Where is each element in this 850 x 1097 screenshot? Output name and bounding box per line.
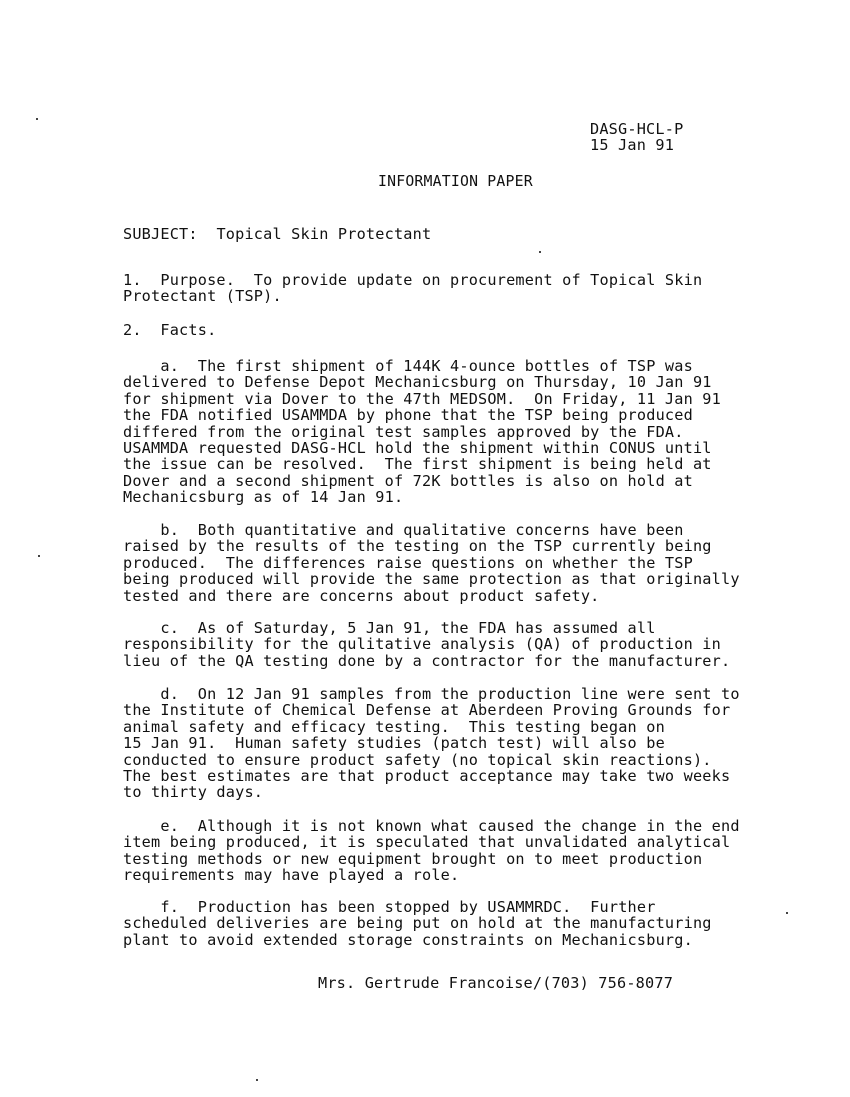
paragraph-line: tested and there are concerns about product safety. [123, 586, 600, 605]
paragraph-line: requirements may have played a role. [123, 866, 460, 885]
header-block [590, 121, 683, 154]
contact-line: Mrs. Gertrude Francoise/(703) 756-8077 [318, 974, 674, 992]
page-title: INFORMATION PAPER [378, 173, 533, 190]
subject-text: Topical Skin Protectant [216, 225, 432, 243]
paragraph-line: the FDA notified USAMMDA by phone that the TSP being produced [123, 406, 693, 425]
paragraph-line: USAMMDA requested DASG-HCL hold the shipment within CONUS until [123, 439, 712, 458]
paragraph-line: lieu of the QA testing done by a contractor for the manufacturer. [123, 651, 731, 670]
paragraph-d [123, 686, 823, 801]
paragraph-line: a. The first shipment of 144K 4-ounce bottles of TSP was [123, 357, 693, 375]
paragraph-line: c. As of Saturday, 5 Jan 91, the FDA has assumed all [123, 619, 656, 637]
paragraph-line: 1. Purpose. To provide update on procurement of Topical Skin [123, 271, 703, 289]
paragraph-line: 15 Jan 91. Human safety studies (patch test) will also be [123, 734, 665, 753]
paragraph-line: 2. Facts. [123, 321, 217, 339]
paragraph-line: d. On 12 Jan 91 samples from the production line were sent to [123, 685, 740, 703]
paragraph-line: produced. The differences raise questions on whether the TSP [123, 553, 693, 572]
paragraph-line: f. Production has been stopped by USAMMRDC. Further [123, 898, 656, 916]
subject-line [123, 226, 431, 242]
scan-speck [786, 912, 788, 914]
paragraph-line: differed from the original test samples approved by the FDA. [123, 422, 684, 441]
office-symbol: DASG-HCL-P [590, 120, 684, 138]
paragraph-line: Dover and a second shipment of 72K bottles is also on hold at [123, 471, 693, 490]
paragraph-line: b. Both quantitative and qualitative concerns have been [123, 521, 684, 539]
paragraph-line: responsibility for the qulitative analysis (QA) of production in [123, 635, 721, 654]
scan-speck [38, 555, 40, 557]
paragraph-line: raised by the results of the testing on the TSP currently being [123, 537, 712, 556]
paragraph-line: The best estimates are that product acceptance may take two weeks [123, 767, 731, 786]
paragraph-line: Protectant (TSP). [123, 287, 282, 306]
paragraph-line: delivered to Defense Depot Mechanicsburg on Thursday, 10 Jan 91 [123, 373, 712, 392]
paragraph-line: item being produced, it is speculated that unvalidated analytical [123, 833, 731, 852]
paragraph-line: scheduled deliveries are being put on hold at the manufacturing [123, 914, 712, 933]
paragraph-line: plant to avoid extended storage constraints on Mechanicsburg. [123, 930, 693, 949]
paragraph-f [123, 899, 823, 948]
paragraph-line: for shipment via Dover to the 47th MEDSOM. On Friday, 11 Jan 91 [123, 389, 721, 408]
paragraph-e [123, 818, 823, 884]
paragraph-c [123, 620, 823, 669]
paragraph-facts-heading [123, 322, 823, 338]
paragraph-line: Mechanicsburg as of 14 Jan 91. [123, 488, 404, 507]
paragraph-line: the Institute of Chemical Defense at Aberdeen Proving Grounds for [123, 701, 731, 720]
paragraph-line: the issue can be resolved. The first shipment is being held at [123, 455, 712, 474]
paragraph-line: animal safety and efficacy testing. This testing began on [123, 717, 665, 736]
scan-speck [36, 118, 38, 120]
paragraph-a [123, 358, 823, 506]
scan-speck [256, 1079, 258, 1081]
scan-speck [539, 251, 541, 253]
paragraph-line: conducted to ensure product safety (no topical skin reactions). [123, 750, 712, 769]
paragraph-line: being produced will provide the same protection as that originally [123, 570, 740, 589]
header-date: 15 Jan 91 [590, 136, 675, 155]
paragraph-b [123, 522, 823, 604]
paragraph-line: testing methods or new equipment brought on to meet production [123, 849, 703, 868]
paragraph-line: e. Although it is not known what caused the change in the end [123, 817, 740, 835]
paragraph-purpose [123, 272, 823, 305]
subject-label: SUBJECT: [123, 225, 198, 243]
paragraph-line: to thirty days. [123, 783, 264, 802]
